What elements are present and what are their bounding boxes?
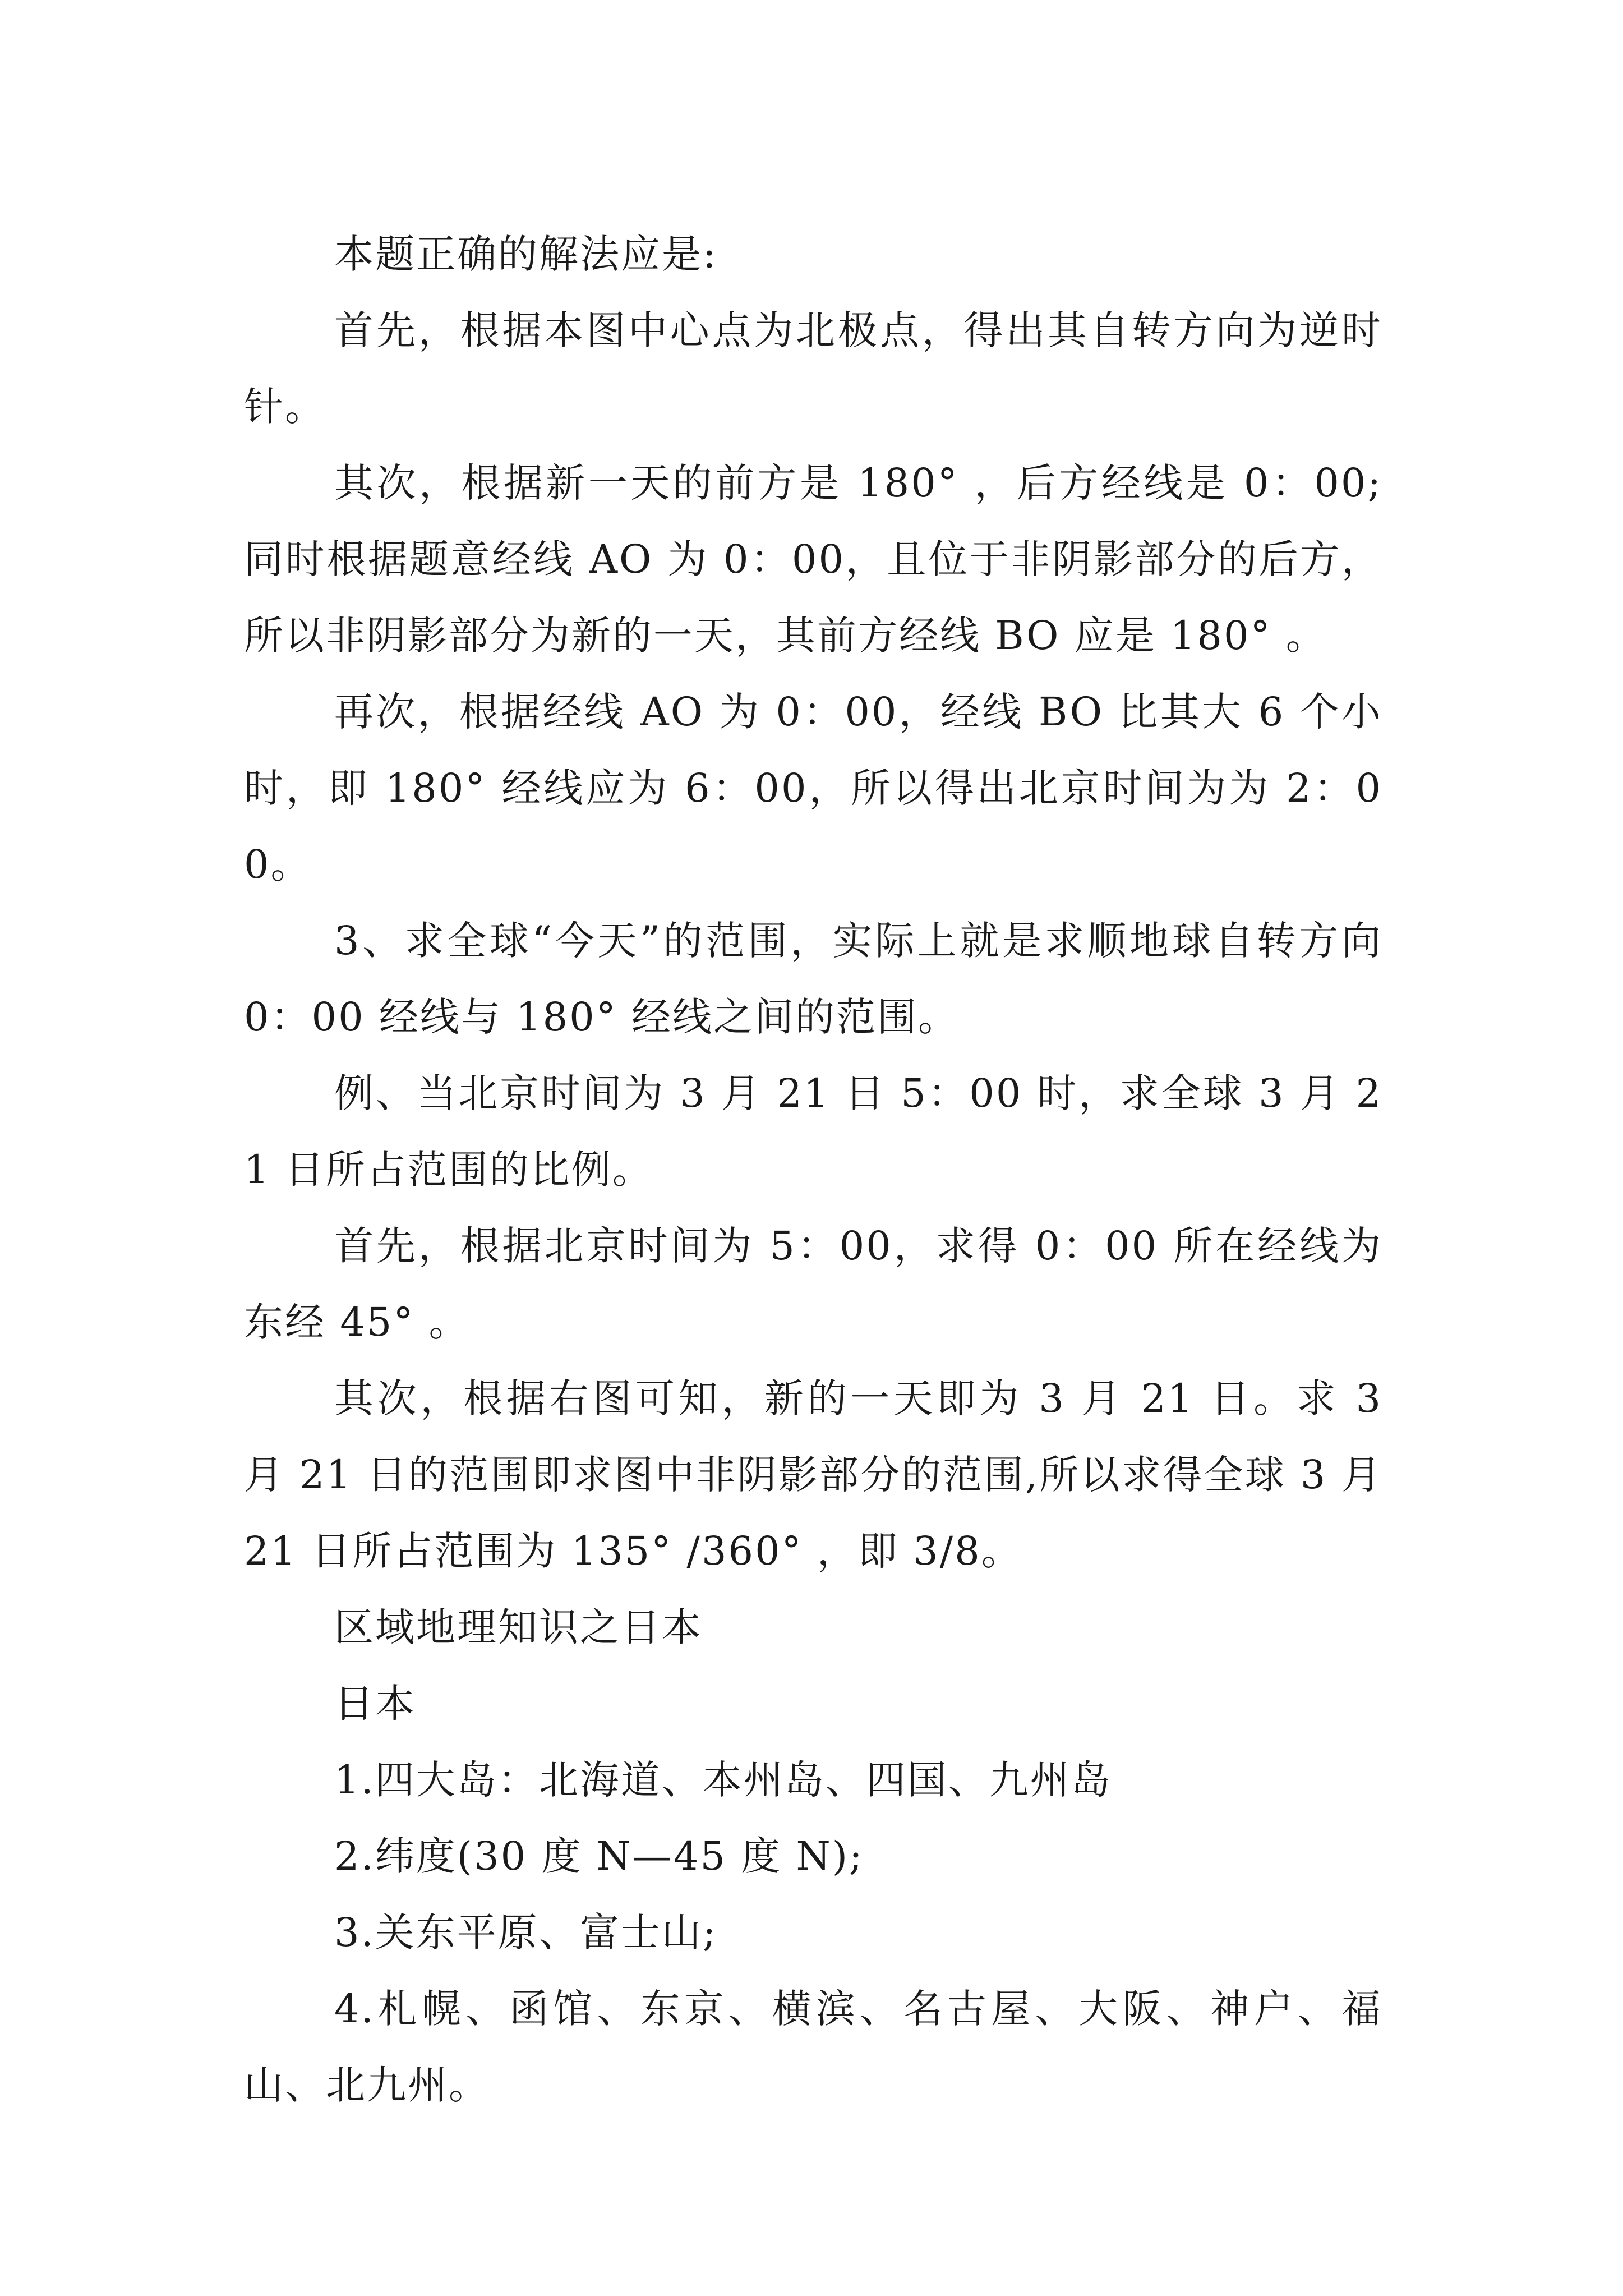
paragraph-step-3: 再次，根据经线 AO 为 0：00，经线 BO 比其大 6 个小时，即 180° 经线应为 6：00，所以得出北京时间为为 2：00。 <box>244 689 1382 887</box>
paragraph-intro: 本题正确的解法应是: <box>334 231 718 277</box>
list-item-latitude: 2.纬度(30 度 N—45 度 N); <box>334 1833 864 1879</box>
list-item-cities: 4.札幌、函馆、东京、横滨、名古屋、大阪、神户、福山、北九州。 <box>244 1986 1382 2108</box>
paragraph-step-1: 首先，根据本图中心点为北极点，得出其自转方向为逆时针。 <box>244 307 1382 430</box>
list-item-landforms: 3.关东平原、富士山; <box>334 1910 718 1955</box>
document-body <box>244 216 1382 2123</box>
paragraph-point-3: 3、求全球“今天”的范围，实际上就是求顺地球自转方向 0：00 经线与 180° 经线之间的范围。 <box>244 918 1382 1040</box>
paragraph-example-step-2: 其次，根据右图可知，新的一天即为 3 月 21 日。求 3 月 21 日的范围即求图中非阴影部分的范围,所以求得全球 3 月 21 日所占范围为 135° /360° ，即 3/8。 <box>244 1375 1382 1574</box>
list-item-islands: 1.四大岛：北海道、本州岛、四国、九州岛 <box>334 1757 1112 1803</box>
paragraph-step-2: 其次，根据新一天的前方是 180° ，后方经线是 0：00;同时根据题意经线 AO 为 0：00，且位于非阴影部分的后方，所以非阴影部分为新的一天，其前方经线 BO 应是 180° 。 <box>244 460 1382 659</box>
paragraph-example: 例、当北京时间为 3 月 21 日 5：00 时，求全球 3 月 21 日所占范围的比例。 <box>244 1070 1382 1193</box>
paragraph-example-step-1: 首先，根据北京时间为 5：00，求得 0：00 所在经线为东经 45° 。 <box>244 1223 1382 1345</box>
section-heading-japan: 区域地理知识之日本 <box>334 1604 703 1650</box>
subheading-japan: 日本 <box>334 1681 416 1727</box>
